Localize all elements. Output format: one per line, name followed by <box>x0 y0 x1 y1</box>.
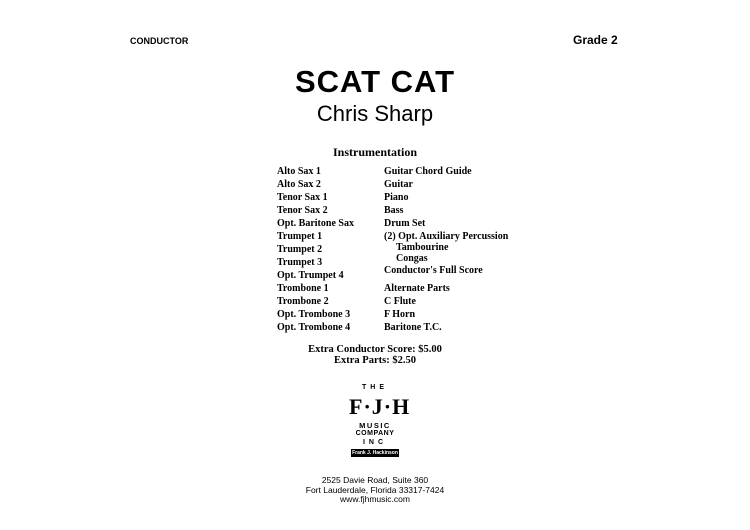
instrument-item: Opt. Trombone 4 <box>277 322 351 333</box>
instrument-item: Tenor Sax 2 <box>277 205 328 216</box>
logo-founder-name: Frank J. Hackinson <box>352 450 398 456</box>
instrument-list-right <box>384 165 508 334</box>
address-line: Fort Lauderdale, Florida 33317-7424 <box>305 484 445 495</box>
instrument-item: Alto Sax 2 <box>277 179 321 190</box>
instrument-item: Opt. Trombone 3 <box>277 309 351 320</box>
logo-music: MUSIC <box>359 421 391 430</box>
instrument-item: C Flute <box>384 295 416 307</box>
instrument-item: Trombone 2 <box>277 296 329 307</box>
extra-parts-price: Extra Parts: $2.50 <box>334 355 416 366</box>
price-block <box>0 344 750 366</box>
instrument-item: Alternate Parts <box>384 282 450 294</box>
website-link[interactable]: www.fjhmusic.com <box>340 494 410 504</box>
composer-name: Chris Sharp <box>316 101 434 126</box>
instrument-item: Guitar Chord Guide <box>384 166 472 177</box>
instrument-subitem: Congas <box>396 253 428 264</box>
instrument-item: Bass <box>384 205 404 216</box>
conductor-label: CONDUCTOR <box>130 36 189 46</box>
instrument-item: Alto Sax 1 <box>277 166 321 177</box>
publisher-address <box>0 476 750 505</box>
logo-fjh: F·J·H <box>349 394 411 419</box>
logo-the: THE <box>362 384 388 391</box>
fjh-logo <box>349 384 411 472</box>
instrument-item: Drum Set <box>384 218 426 229</box>
grade-label: Grade 2 <box>573 33 618 47</box>
instrument-item: Guitar <box>384 179 413 190</box>
instrument-item: Trumpet 2 <box>277 244 323 255</box>
extra-score-price: Extra Conductor Score: $5.00 <box>308 344 442 355</box>
instrument-item: Baritone T.C. <box>384 321 442 333</box>
instrument-list-left <box>277 165 354 334</box>
instrument-item: Conductor's Full Score <box>384 265 483 276</box>
instrument-item: (2) Opt. Auxiliary Percussion <box>384 231 509 242</box>
instrument-item: Trumpet 3 <box>277 257 323 268</box>
instrument-item: Tenor Sax 1 <box>277 192 328 203</box>
instrument-item: F Horn <box>384 308 416 320</box>
instrument-item: Opt. Baritone Sax <box>277 218 354 229</box>
instrument-item: Opt. Trumpet 4 <box>277 270 344 281</box>
logo-company: COMPANY <box>355 430 395 437</box>
instrument-subitem: Tambourine <box>396 242 449 253</box>
address-line: 2525 Davie Road, Suite 360 <box>321 475 429 485</box>
logo-inc: INC <box>362 439 388 446</box>
instrumentation-heading: Instrumentation <box>332 145 417 159</box>
instrument-item: Trombone 1 <box>277 283 329 294</box>
instrument-item: Piano <box>384 192 409 203</box>
instrument-item: Trumpet 1 <box>277 231 323 242</box>
page-title: SCAT CAT <box>294 64 456 99</box>
